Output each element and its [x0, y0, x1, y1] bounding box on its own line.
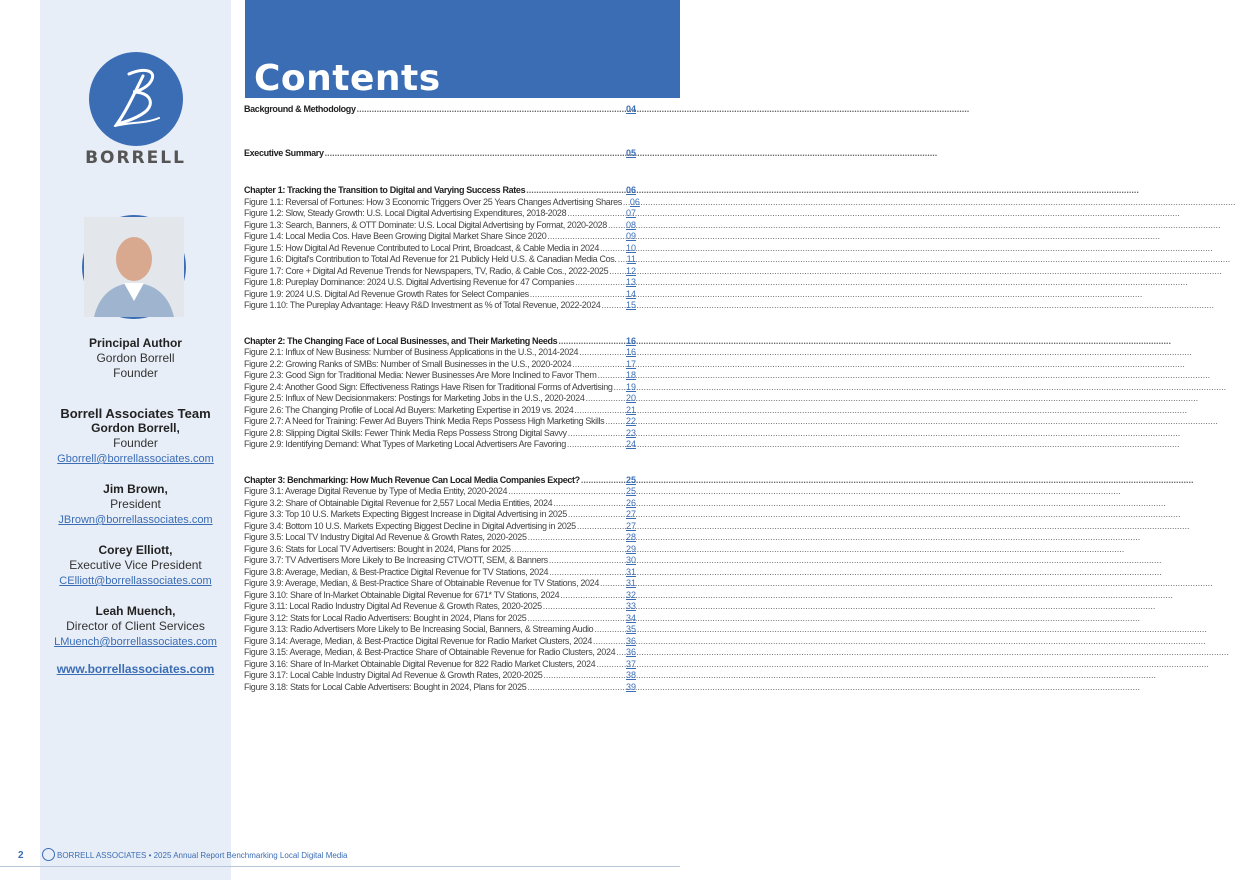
figure-entry[interactable] [244, 393, 636, 405]
figure-entry-page[interactable]: 19 [625, 381, 636, 392]
figure-entry-title: Figure 3.15: Average, Median, & Best-Practice Share of Obtainable Revenue for Radio Clusters, 2024 [244, 647, 616, 657]
figure-entry[interactable] [244, 300, 636, 312]
chapter-entry-page[interactable]: 16 [625, 335, 636, 346]
figure-entry[interactable] [244, 509, 636, 521]
figure-entry[interactable] [244, 231, 636, 243]
figure-entry[interactable] [244, 659, 636, 671]
figure-entry-page[interactable]: 35 [625, 624, 636, 634]
team-member-email[interactable]: LMuench@borrellassociates.com [54, 636, 217, 648]
figure-entry[interactable] [244, 347, 636, 359]
figure-entry[interactable] [244, 555, 636, 567]
team-heading: Borrell Associates Team [60, 406, 211, 421]
figure-entry-title: Figure 1.3: Search, Banners, & OTT Dominate: U.S. Local Digital Advertising by Format, 2020-2028 [244, 219, 607, 230]
chapter-entry[interactable] [244, 336, 636, 348]
figure-entry-page[interactable]: 32 [625, 589, 636, 600]
figure-entry[interactable] [244, 647, 636, 659]
page-footer [0, 846, 680, 870]
chapter-list [244, 159, 640, 693]
figure-entry-page[interactable]: 36 [625, 635, 636, 646]
figure-entry-title: Figure 3.6: Stats for Local TV Advertisers: Bought in 2024, Plans for 2025 [244, 543, 511, 554]
figure-entry-page[interactable]: 13 [625, 277, 636, 287]
figure-entry-title: Figure 1.10: The Pureplay Advantage: Heavy R&D Investment as % of Total Revenue, 2022-2024 [244, 300, 601, 310]
figure-entry-page[interactable]: 14 [625, 288, 636, 299]
figure-entry-page[interactable]: 15 [625, 300, 636, 310]
figure-entry[interactable] [244, 196, 640, 209]
figure-entry-page[interactable]: 22 [625, 416, 636, 426]
team-member-role: Executive Vice President [69, 558, 202, 572]
figure-entry-page[interactable]: 33 [625, 601, 636, 611]
author-photo [82, 215, 186, 319]
figure-entry-title: Figure 3.3: Top 10 U.S. Markets Expecting Biggest Increase in Digital Advertising in 2025 [244, 509, 567, 519]
figure-entry-page[interactable]: 07 [625, 208, 636, 218]
figure-entry-title: Figure 2.9: Identifying Demand: What Types of Marketing Local Advertisers Are Favoring [244, 439, 566, 449]
figure-entry-page[interactable]: 29 [625, 543, 636, 554]
footer-text: BORRELL ASSOCIATES • 2025 Annual Report Benchmarking Local Digital Media [57, 851, 348, 860]
figure-entry[interactable] [244, 682, 636, 694]
figure-entry[interactable] [244, 439, 636, 451]
figure-entry[interactable] [244, 532, 636, 544]
figure-entry-title: Figure 3.11: Local Radio Industry Digital Ad Revenue & Growth Rates, 2020-2025 [244, 601, 542, 611]
figure-entry-title: Figure 1.1: Reversal of Fortunes: How 3 Economic Triggers Over 25 Years Changes Advertising Shares [244, 196, 622, 207]
chapter-entry-title: Chapter 2: The Changing Face of Local Businesses, and Their Marketing Needs [244, 335, 558, 346]
footer-logo-icon [42, 848, 55, 861]
figure-entry[interactable] [244, 289, 636, 301]
figure-entry-page[interactable]: 16 [625, 347, 636, 357]
figure-entry-title: Figure 3.2: Share of Obtainable Digital Revenue for 2,557 Local Media Entities, 2024 [244, 497, 553, 508]
figure-entry-page[interactable]: 30 [625, 555, 636, 565]
figure-entry-page[interactable]: 10 [625, 242, 636, 253]
toc-entry-page[interactable]: 04 [625, 104, 636, 114]
figure-entry-title: Figure 1.8: Pureplay Dominance: 2024 U.S. Digital Advertising Revenue for 47 Companies [244, 277, 575, 287]
chapter-entry-page[interactable]: 06 [625, 185, 636, 195]
figure-entry[interactable] [244, 405, 636, 417]
figure-entry-page[interactable]: 06 [629, 196, 640, 207]
figure-entry-title: Figure 3.10: Share of In-Market Obtainable Digital Revenue for 671* TV Stations, 2024 [244, 589, 560, 600]
toc-entry[interactable] [244, 104, 636, 116]
figure-entry[interactable] [244, 208, 636, 220]
figure-entry-title: Figure 3.8: Average, Median, & Best-Practice Digital Revenue for TV Stations, 2024 [244, 566, 549, 577]
team-section [40, 406, 231, 677]
team-member-name: Leah Muench, [95, 604, 176, 618]
chapter-entry-title: Chapter 3: Benchmarking: How Much Revenue Can Local Media Companies Expect? [244, 474, 580, 485]
figure-entry-page[interactable]: 21 [625, 404, 636, 415]
figure-entry-page[interactable]: 39 [625, 681, 636, 692]
figure-entry-title: Figure 1.9: 2024 U.S. Digital Ad Revenue Growth Rates for Select Companies [244, 288, 529, 299]
figure-entry[interactable] [244, 521, 636, 533]
brand-wordmark: BORRELL [85, 148, 186, 168]
table-of-contents [244, 104, 640, 693]
figure-entry-page[interactable]: 25 [625, 486, 636, 496]
toc-entry-title: Executive Summary [244, 147, 324, 158]
chapter-entry[interactable] [244, 185, 636, 197]
figure-entry-title: Figure 1.7: Core + Digital Ad Revenue Trends for Newspapers, TV, Radio, & Cable Cos., 2022-2025 [244, 265, 609, 276]
figure-entry-page[interactable]: 18 [625, 370, 636, 380]
principal-author [40, 336, 231, 381]
toc-entry[interactable] [244, 148, 636, 160]
chapter-entry[interactable] [244, 475, 636, 487]
figure-entry-title: Figure 3.12: Stats for Local Radio Advertisers: Bought in 2024, Plans for 2025 [244, 612, 527, 623]
figure-entry[interactable] [244, 636, 636, 648]
figure-entry[interactable] [244, 266, 636, 278]
page-number: 2 [18, 850, 24, 861]
team-member-email[interactable]: Gborrell@borrellassociates.com [57, 453, 214, 465]
figure-entry-page[interactable]: 12 [625, 265, 636, 276]
toc-entry-title: Background & Methodology [244, 104, 356, 114]
figure-entry-page[interactable]: 27 [625, 520, 636, 531]
figure-entry-title: Figure 1.2: Slow, Steady Growth: U.S. Local Digital Advertising Expenditures, 2018-2028 [244, 208, 567, 218]
figure-entry-page[interactable]: 34 [625, 612, 636, 623]
team-member-email[interactable]: JBrown@borrellassociates.com [58, 514, 213, 526]
figure-entry[interactable] [244, 416, 636, 428]
figure-entry-title: Figure 2.1: Influx of New Business: Number of Business Applications in the U.S., 2014-2024 [244, 347, 579, 357]
figure-entry-title: Figure 3.18: Stats for Local Cable Advertisers: Bought in 2024, Plans for 2025 [244, 681, 527, 692]
chapter-entry-title: Chapter 1: Tracking the Transition to Digital and Varying Success Rates [244, 185, 526, 195]
figure-entry-page[interactable]: 24 [625, 439, 636, 449]
figure-entry-title: Figure 3.1: Average Digital Revenue by Type of Media Entity, 2020-2024 [244, 486, 508, 496]
toc-entry-page[interactable]: 05 [625, 147, 636, 158]
figure-entry[interactable] [244, 578, 636, 590]
figure-entry[interactable] [244, 498, 636, 510]
figure-entry-page[interactable]: 31 [625, 566, 636, 577]
figure-entry-title: Figure 3.16: Share of In-Market Obtainable Digital Revenue for 822 Radio Market Clusters, 2024 [244, 658, 596, 669]
figure-entry-title: Figure 2.2: Growing Ranks of SMBs: Number of Small Businesses in the U.S., 2020-2024 [244, 358, 572, 369]
team-member-role: President [110, 497, 161, 511]
figure-entry-page[interactable]: 09 [625, 231, 636, 241]
figure-entry-title: Figure 3.5: Local TV Industry Digital Ad Revenue & Growth Rates, 2020-2025 [244, 532, 527, 542]
website-link[interactable]: www.borrellassociates.com [56, 662, 215, 676]
figure-entry-title: Figure 1.4: Local Media Cos. Have Been Growing Digital Market Share Since 2020 [244, 231, 547, 241]
figure-entry-title: Figure 3.7: TV Advertisers More Likely to Be Increasing CTV/OTT, SEM, & Banners [244, 555, 548, 565]
chapter-entry-page[interactable]: 25 [625, 474, 636, 485]
figure-entry[interactable] [244, 254, 636, 266]
team-member-role: Founder [113, 436, 158, 450]
figure-entry[interactable] [244, 567, 636, 579]
figure-entry[interactable] [244, 613, 636, 625]
figure-entry-title: Figure 3.17: Local Cable Industry Digital Ad Revenue & Growth Rates, 2020-2025 [244, 670, 543, 680]
figure-entry-page[interactable]: 31 [625, 578, 636, 588]
figure-entry-title: Figure 1.5: How Digital Ad Revenue Contributed to Local Print, Broadcast, & Cable Media in 2024 [244, 242, 599, 253]
figure-entry[interactable] [244, 220, 636, 232]
team-member-role: Director of Client Services [66, 619, 205, 633]
borrell-logo-icon [89, 52, 183, 146]
figure-entry-title: Figure 2.8: Slipping Digital Skills: Fewer Think Media Reps Possess Strong Digital Savvy [244, 427, 567, 438]
figure-entry-title: Figure 2.7: A Need for Training: Fewer Ad Buyers Think Media Reps Possess High Marketing Skills [244, 416, 605, 426]
figure-entry-page[interactable]: 17 [625, 358, 636, 369]
figure-entry-title: Figure 3.14: Average, Median, & Best-Practice Digital Revenue for Radio Market Clusters, 2024 [244, 635, 592, 646]
figure-entry-page[interactable]: 08 [625, 219, 636, 230]
figure-entry-title: Figure 2.5: Influx of New Decisionmakers: Postings for Marketing Jobs in the U.S., 2020-2024 [244, 393, 585, 403]
figure-entry-page[interactable]: 20 [625, 393, 636, 403]
principal-role: Founder [113, 366, 158, 380]
figure-entry-page[interactable]: 11 [626, 254, 636, 264]
figure-entry[interactable] [244, 670, 636, 682]
figure-entry-title: Figure 3.9: Average, Median, & Best-Practice Share of Obtainable Revenue for TV Stations, 2024 [244, 578, 599, 588]
figure-entry-page[interactable]: 26 [625, 497, 636, 508]
figure-entry[interactable] [244, 601, 636, 613]
figure-entry-title: Figure 3.4: Bottom 10 U.S. Markets Expecting Biggest Decline in Digital Advertising in 2025 [244, 520, 576, 531]
principal-name: Gordon Borrell [96, 351, 175, 365]
figure-entry-title: Figure 2.6: The Changing Profile of Local Ad Buyers: Marketing Expertise in 2019 vs. 2024 [244, 404, 574, 415]
figure-entry-title: Figure 2.4: Another Good Sign: Effectiveness Ratings Have Risen for Traditional Forms of Advertising [244, 381, 613, 392]
principal-heading: Principal Author [89, 336, 182, 350]
figure-entry[interactable] [244, 624, 636, 636]
page-title: Contents [254, 58, 441, 99]
team-member-email[interactable]: CElliott@borrellassociates.com [59, 575, 212, 587]
figure-entry-title: Figure 1.6: Digital's Contribution to Total Ad Revenue for 21 Publicly Held U.S. & Canadian Media Cos. [244, 254, 617, 264]
team-member-name: Corey Elliott, [98, 543, 173, 557]
figure-entry-title: Figure 2.3: Good Sign for Traditional Media: Newer Businesses Are More Inclined to Favor Them [244, 370, 597, 380]
figure-entry[interactable] [244, 277, 636, 289]
figure-entry[interactable] [244, 359, 636, 371]
figure-entry[interactable] [244, 382, 636, 394]
figure-entry-page[interactable]: 28 [625, 532, 636, 542]
figure-entry-title: Figure 3.13: Radio Advertisers More Likely to Be Increasing Social, Banners, & Streaming Audio [244, 624, 594, 634]
figure-entry[interactable] [244, 428, 636, 440]
figure-entry-page[interactable]: 36 [625, 647, 636, 657]
figure-entry-page[interactable]: 38 [625, 670, 636, 680]
footer-divider [0, 866, 680, 867]
team-member-name: Gordon Borrell, [91, 421, 180, 435]
figure-entry[interactable] [244, 486, 636, 498]
figure-entry[interactable] [244, 370, 636, 382]
figure-entry[interactable] [244, 544, 636, 556]
figure-entry-page[interactable]: 27 [625, 509, 636, 519]
team-member-name: Jim Brown, [103, 482, 168, 496]
figure-entry-page[interactable]: 23 [625, 427, 636, 438]
figure-entry[interactable] [244, 590, 636, 602]
figure-entry-page[interactable]: 37 [625, 658, 636, 669]
figure-entry[interactable] [244, 243, 636, 255]
